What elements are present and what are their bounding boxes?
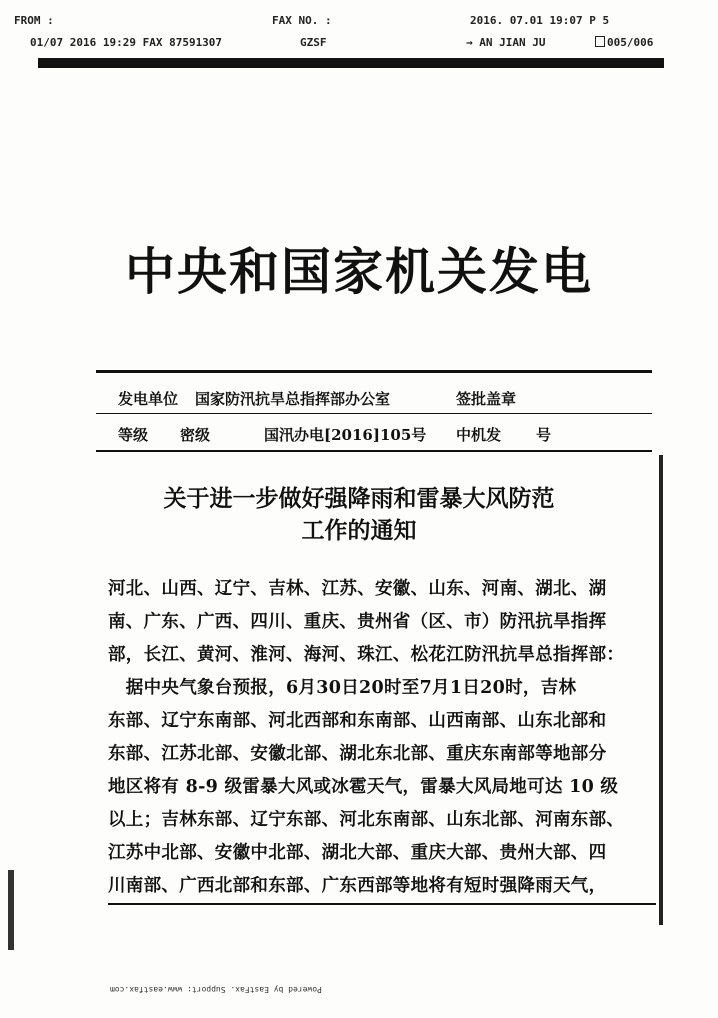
body-line: 河北、山西、辽宁、吉林、江苏、安徽、山东、河南、湖北、湖 xyxy=(108,579,607,599)
sender-label: 发电单位 xyxy=(118,390,179,408)
body-line: 据中央气象台预报，6月30日20时至7月1日20时，吉林 xyxy=(108,678,577,698)
fax-footer: Powered by EastFax. Support: www.eastfax.com xyxy=(110,985,322,994)
fax-page-count xyxy=(595,36,653,49)
divider-middle xyxy=(96,413,652,414)
divider-bottom xyxy=(96,450,652,452)
body-line: 东部、江苏北部、安徽北部、湖北东北部、重庆东南部等地部分 xyxy=(108,744,607,764)
scan-top-border xyxy=(38,58,664,68)
machine-label: 中机发 xyxy=(456,426,502,444)
notice-title-line-2: 工作的通知 xyxy=(301,518,417,544)
level-label: 等级 xyxy=(118,426,149,444)
body-line: 地区将有 8-9 级雷暴大风或冰雹天气，雷暴大风局地可达 10 级 xyxy=(108,777,619,797)
body-bottom-rule xyxy=(108,903,656,905)
body-line: 东部、辽宁东南部、河北西部和东南部、山西南部、山东北部和 xyxy=(108,711,607,731)
body-line: 南、广东、广西、四川、重庆、贵州省（区、市）防汛抗旱指挥 xyxy=(108,612,607,632)
fax-received-line: 01/07 2016 19:29 FAX 87591307 xyxy=(30,36,223,49)
scan-left-mark xyxy=(8,870,14,950)
fax-station: GZSF xyxy=(300,36,327,49)
sender-value: 国家防汛抗旱总指挥部办公室 xyxy=(195,390,391,408)
divider-top xyxy=(96,370,652,373)
body-line: 江苏中北部、安徽中北部、湖北大部、重庆大部、贵州大部、四 xyxy=(108,843,607,863)
page-title: 中央和国家机关发电 xyxy=(125,243,593,301)
body-line: 部，长江、黄河、淮河、海河、珠江、松花江防汛抗旱总指挥部： xyxy=(108,645,625,665)
page-icon xyxy=(595,36,605,47)
body-line: 川南部、广西北部和东部、广东西部等地将有短时强降雨天气， xyxy=(108,876,607,896)
fax-number-label: FAX NO. : xyxy=(272,14,332,27)
fax-page-count-text: 005/006 xyxy=(607,36,654,49)
number-label: 号 xyxy=(536,426,552,444)
document-number: 国汛办电[2016]105号 xyxy=(264,426,427,444)
body-line: 以上；吉林东部、辽宁东部、河北东南部、山东北部、河南东部、 xyxy=(108,810,625,830)
fax-from-label: FROM : xyxy=(14,14,54,27)
approval-label: 签批盖章 xyxy=(456,390,517,408)
fax-recipient: → AN JIAN JU xyxy=(466,36,546,49)
fax-datetime: 2016. 07.01 19:07 P 5 xyxy=(470,14,610,27)
level-value: 密级 xyxy=(180,426,211,444)
notice-title-line-1: 关于进一步做好强降雨和雷暴大风防范 xyxy=(163,486,555,512)
